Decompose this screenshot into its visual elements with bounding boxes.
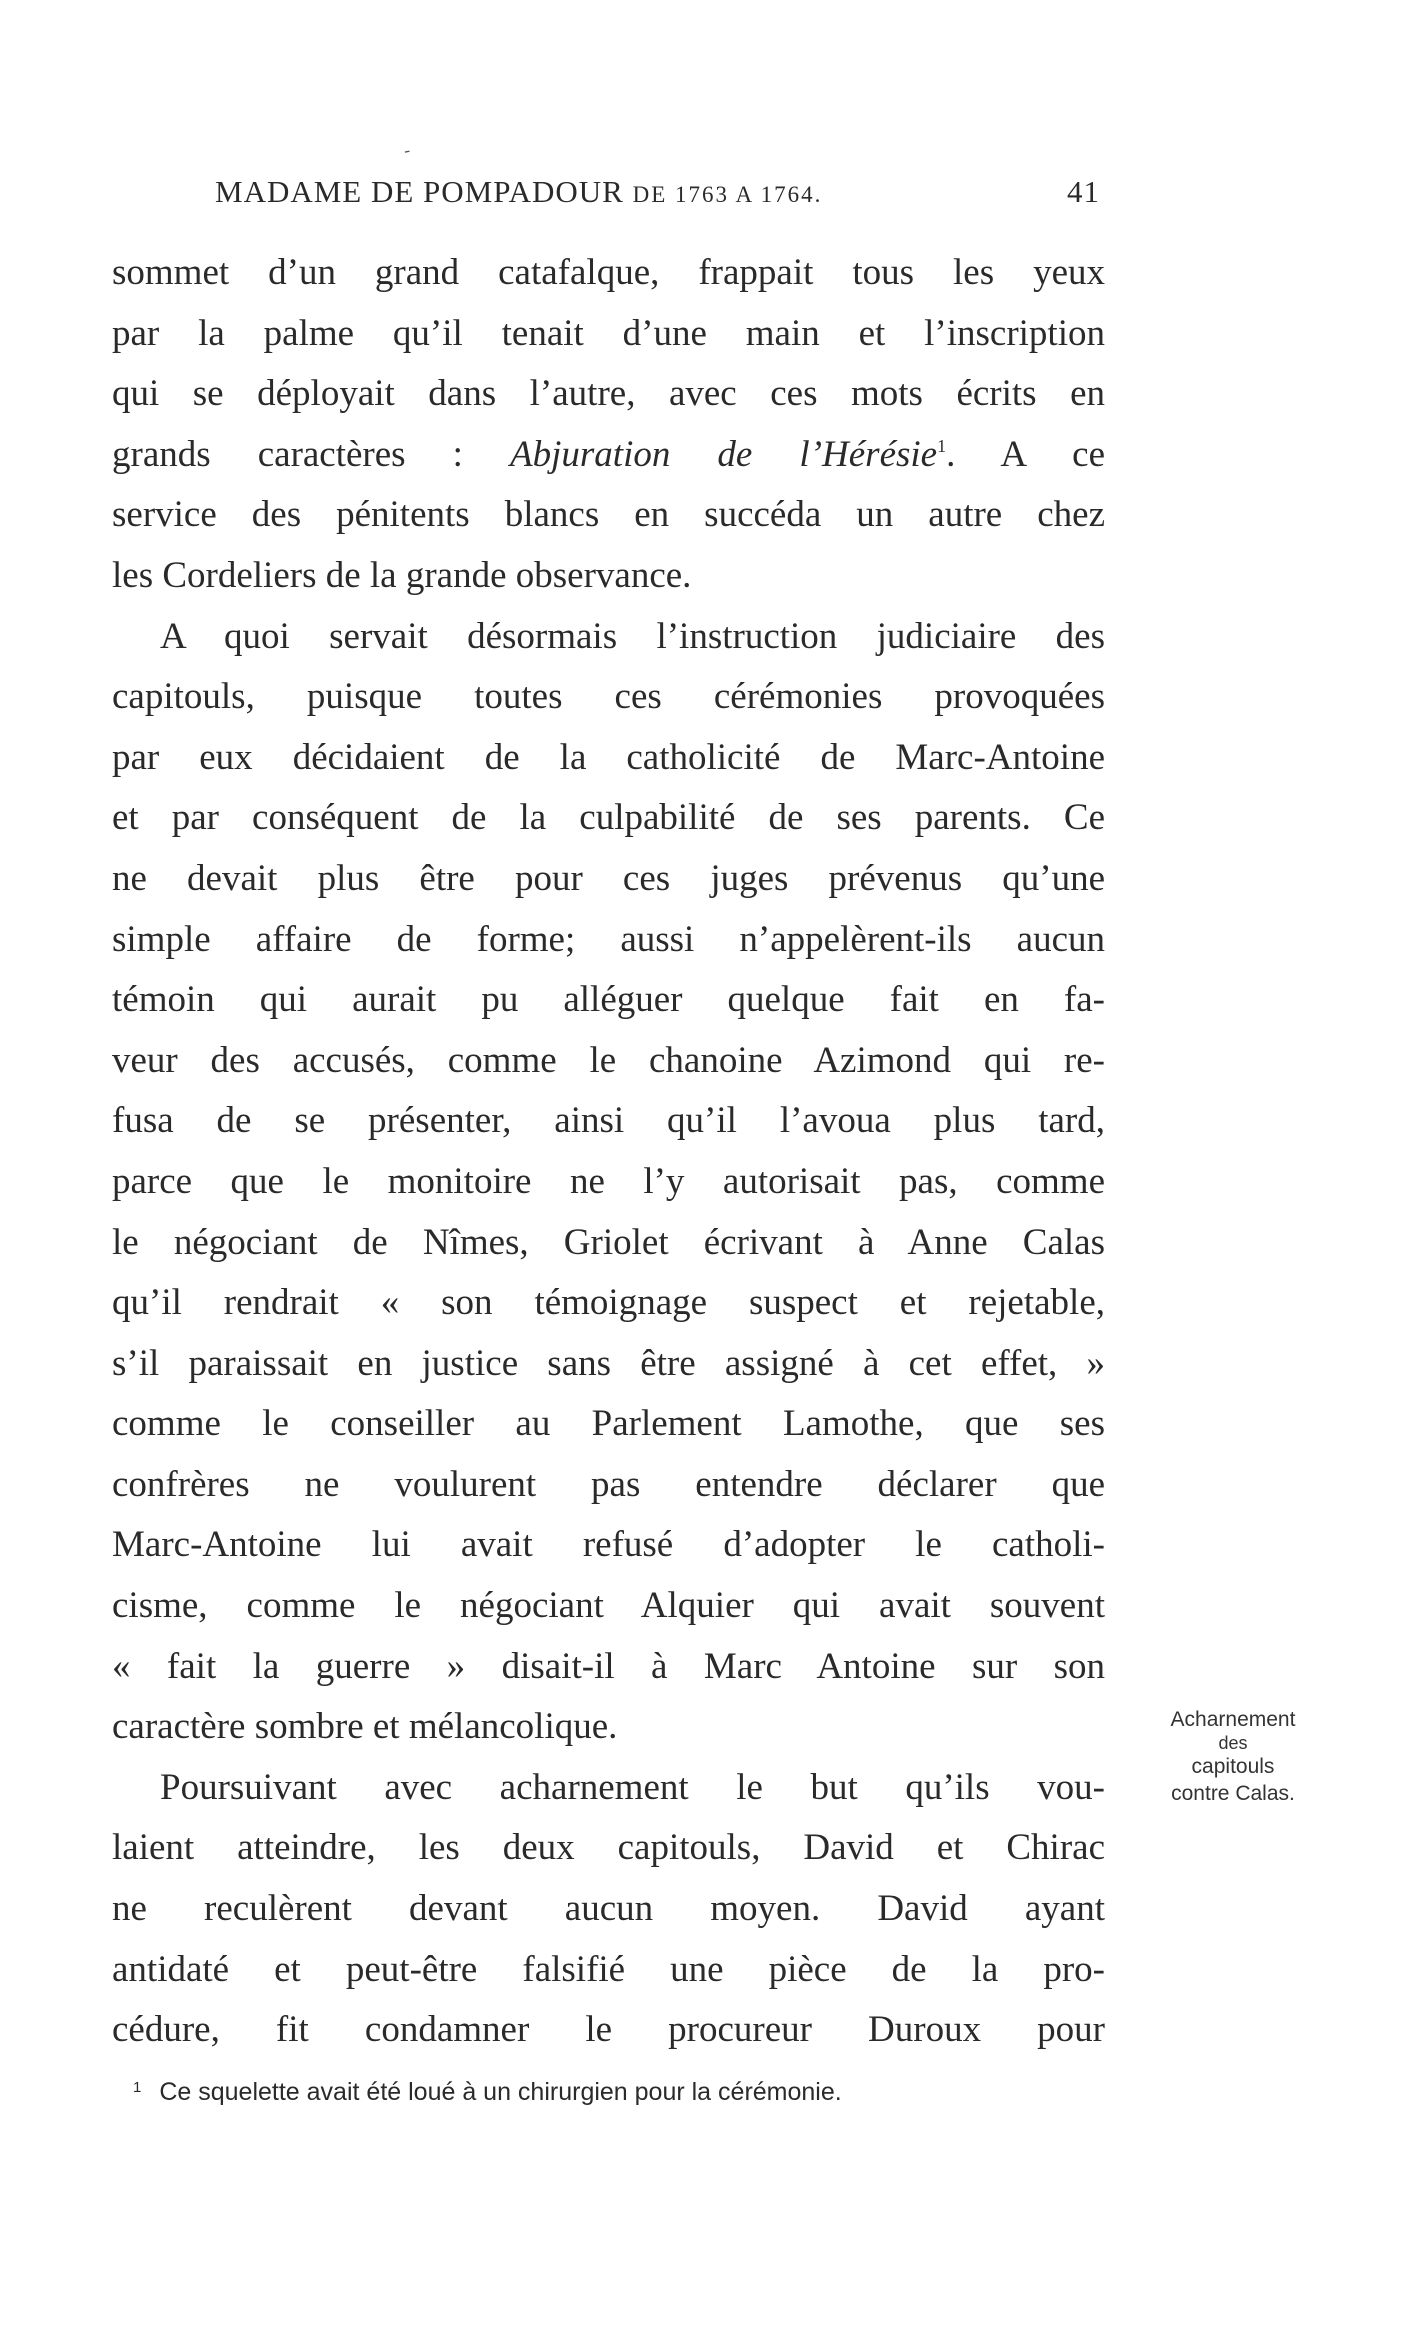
text-line: caractère sombre et mélancolique. bbox=[112, 1706, 618, 1748]
text-fragment: . A ce bbox=[946, 433, 1105, 475]
footnote-mark: 1 bbox=[133, 2079, 142, 2096]
text-line: qui se déployait dans l’autre, avec ces mots écrits en bbox=[112, 373, 1105, 415]
italic-title: Abjuration de l’Hérésie bbox=[510, 433, 938, 475]
text-fragment: grands caractères : bbox=[112, 433, 463, 475]
page-number: 41 bbox=[1067, 174, 1100, 209]
paragraph-start: A quoi servait désormais l’instruction judiciaire des bbox=[160, 615, 1105, 657]
text-line: veur des accusés, comme le chanoine Azimond qui re- bbox=[112, 1039, 1105, 1081]
footnote bbox=[133, 2078, 842, 2107]
text-line: capitouls, puisque toutes ces cérémonies provoquées bbox=[112, 676, 1105, 718]
text-line: laient atteindre, les deux capitouls, David et Chirac bbox=[112, 1827, 1105, 1869]
text-line: parce que le monitoire ne l’y autorisait pas, comme bbox=[112, 1160, 1105, 1202]
margin-note bbox=[1133, 1706, 1333, 1807]
printer-mark: - bbox=[402, 139, 412, 161]
margin-note-line: des bbox=[1218, 1733, 1248, 1753]
running-title bbox=[215, 174, 822, 210]
footnote-text: Ce squelette avait été loué à un chirurgien pour la cérémonie. bbox=[159, 2078, 842, 2106]
text-line: comme le conseiller au Parlement Lamothe, que ses bbox=[112, 1403, 1105, 1445]
text-line: cédure, fit condamner le procureur Duroux pour bbox=[112, 2009, 1105, 2051]
text-line: témoin qui aurait pu alléguer quelque fait en fa- bbox=[112, 979, 1105, 1021]
text-line: simple affaire de forme; aussi n’appelèrent-ils aucun bbox=[112, 918, 1105, 960]
text-line: Marc-Antoine lui avait refusé d’adopter le catholi- bbox=[112, 1524, 1105, 1566]
text-line: s’il paraissait en justice sans être assigné à cet effet, » bbox=[112, 1342, 1105, 1384]
text-line: service des pénitents blancs en succéda un autre chez bbox=[112, 494, 1105, 536]
running-title-main: MADAME DE POMPADOUR bbox=[215, 174, 624, 209]
text-line: antidaté et peut-être falsifié une pièce de la pro- bbox=[112, 1948, 1105, 1990]
text-line: qu’il rendrait « son témoignage suspect et rejetable, bbox=[112, 1282, 1105, 1324]
footnote-ref[interactable]: 1 bbox=[937, 435, 947, 456]
text-line: confrères ne voulurent pas entendre déclarer que bbox=[112, 1463, 1105, 1505]
margin-note-line: capitouls bbox=[1191, 1755, 1275, 1778]
paragraph-start: Poursuivant avec acharnement le but qu’ils vou- bbox=[160, 1766, 1105, 1808]
text-line: et par conséquent de la culpabilité de ses parents. Ce bbox=[112, 797, 1105, 839]
text-line: par la palme qu’il tenait d’une main et l’inscription bbox=[112, 312, 1105, 354]
text-line: ne devait plus être pour ces juges prévenus qu’une bbox=[112, 857, 1105, 899]
text-line: sommet d’un grand catafalque, frappait tous les yeux bbox=[112, 252, 1105, 293]
running-head bbox=[215, 174, 1100, 218]
body-text bbox=[112, 243, 1105, 2061]
running-title-small: DE 1763 A 1764. bbox=[632, 182, 823, 207]
text-line: les Cordeliers de la grande observance. bbox=[112, 554, 692, 596]
margin-note-line: Acharnement bbox=[1170, 1708, 1296, 1731]
text-line-with-citation bbox=[112, 425, 1105, 486]
text-line: ne reculèrent devant aucun moyen. David ayant bbox=[112, 1888, 1105, 1930]
text-line: le négociant de Nîmes, Griolet écrivant à Anne Calas bbox=[112, 1221, 1105, 1263]
text-line: par eux décidaient de la catholicité de Marc-Antoine bbox=[112, 736, 1105, 778]
text-line: cisme, comme le négociant Alquier qui avait souvent bbox=[112, 1585, 1105, 1627]
text-line: fusa de se présenter, ainsi qu’il l’avoua plus tard, bbox=[112, 1100, 1105, 1142]
text-line: « fait la guerre » disait-il à Marc Antoine sur son bbox=[112, 1645, 1105, 1687]
margin-note-line: contre Calas. bbox=[1171, 1782, 1295, 1805]
